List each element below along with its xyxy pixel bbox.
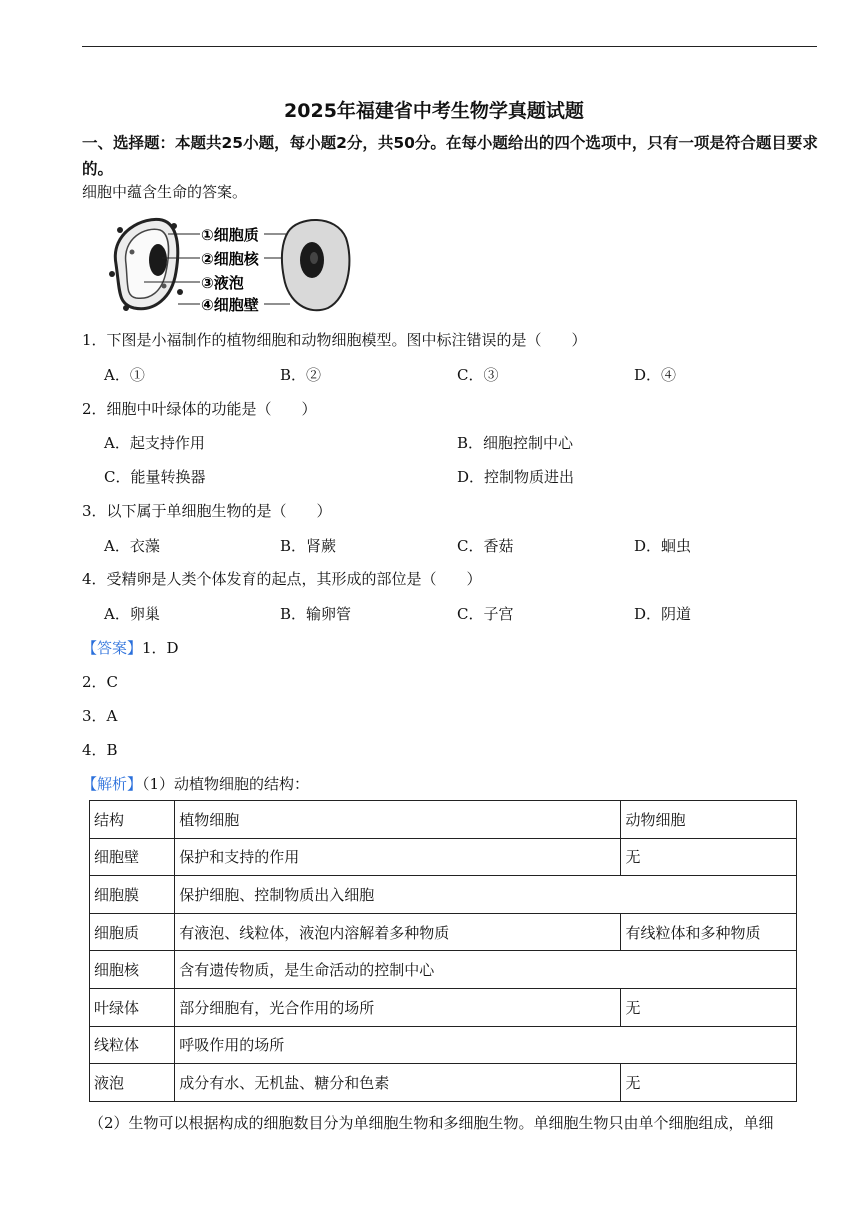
page-title: 2025年福建省中考生物学真题试题 <box>284 100 584 122</box>
shared-value: 呼吸作用的场所 <box>175 1026 797 1064</box>
animal-cell-icon <box>282 220 350 310</box>
q2-option-c: C．能量转换器 <box>104 468 206 486</box>
table-row <box>90 1064 797 1102</box>
q2-option-b: B．细胞控制中心 <box>457 434 574 452</box>
label-cell-wall: ④细胞壁 <box>201 296 259 314</box>
intro-text: 细胞中蕴含生命的答案。 <box>82 183 248 201</box>
structure-name: 细胞膜 <box>90 876 175 914</box>
q2-option-d: D．控制物质进出 <box>457 468 575 486</box>
animal-cell-value: 无 <box>621 1064 797 1102</box>
answer-line <box>82 637 179 658</box>
q2-option-a: A．起支持作用 <box>104 434 205 452</box>
q3-option-d: D．蛔虫 <box>634 537 692 555</box>
answer-2: 2．C <box>82 673 119 691</box>
cell-model-diagram <box>104 212 354 318</box>
answer-tag: 【答案】 <box>82 639 143 657</box>
table-row <box>90 913 797 951</box>
label-vacuole: ③液泡 <box>201 274 244 292</box>
q4-option-a: A．卵巢 <box>104 605 160 623</box>
header-cell: 动物细胞 <box>621 801 797 839</box>
table-row <box>90 1026 797 1064</box>
q1-option-b: B．② <box>280 366 322 384</box>
shared-value: 含有遗传物质，是生命活动的控制中心 <box>175 951 797 989</box>
shared-value: 保护细胞、控制物质出入细胞 <box>175 876 797 914</box>
paragraph-2: （2）生物可以根据构成的细胞数目分为单细胞生物和多细胞生物。单细胞生物只由单个细胞组成，单细 <box>89 1114 774 1132</box>
q1-option-d: D．④ <box>634 366 677 384</box>
table-row <box>90 876 797 914</box>
header-cell: 植物细胞 <box>175 801 621 839</box>
structure-name: 细胞壁 <box>90 838 175 876</box>
plant-cell-value: 有液泡、线粒体，液泡内溶解着多种物质 <box>175 913 621 951</box>
header-rule <box>82 46 817 47</box>
animal-cell-value: 无 <box>621 988 797 1026</box>
table-row <box>90 838 797 876</box>
plant-cell-value: 保护和支持的作用 <box>175 838 621 876</box>
animal-cell-value: 无 <box>621 838 797 876</box>
header-cell: 结构 <box>90 801 175 839</box>
q1-option-c: C．③ <box>457 366 499 384</box>
cell-structure-table <box>89 800 797 1102</box>
table-row <box>90 951 797 989</box>
question-4-stem: 4．受精卵是人类个体发育的起点，其形成的部位是（ ） <box>82 570 482 588</box>
table-row <box>90 988 797 1026</box>
plant-cell-value: 成分有水、无机盐、糖分和色素 <box>175 1064 621 1102</box>
answer-3: 3．A <box>82 707 118 725</box>
structure-name: 液泡 <box>90 1064 175 1102</box>
plant-cell-icon <box>109 219 183 311</box>
table-header-row <box>90 801 797 839</box>
label-nucleus: ②细胞核 <box>201 250 259 268</box>
structure-name: 线粒体 <box>90 1026 175 1064</box>
question-3-stem: 3．以下属于单细胞生物的是（ ） <box>82 502 332 520</box>
q4-option-b: B．输卵管 <box>280 605 352 623</box>
structure-name: 细胞质 <box>90 913 175 951</box>
q3-option-c: C．香菇 <box>457 537 514 555</box>
plant-cell-value: 部分细胞有，光合作用的场所 <box>175 988 621 1026</box>
analysis-line <box>82 773 309 794</box>
q4-option-c: C．子宫 <box>457 605 514 623</box>
answer-4: 4．B <box>82 741 118 759</box>
structure-name: 叶绿体 <box>90 988 175 1026</box>
q3-option-b: B．肾蕨 <box>280 537 337 555</box>
question-2-stem: 2．细胞中叶绿体的功能是（ ） <box>82 400 317 418</box>
q1-option-a: A．① <box>104 366 145 384</box>
answer-1: 1．D <box>142 639 179 657</box>
animal-cell-value: 有线粒体和多种物质 <box>621 913 797 951</box>
analysis-intro: （1）动植物细胞的结构： <box>142 775 310 793</box>
question-1-stem: 1．下图是小福制作的植物细胞和动物细胞模型。图中标注错误的是（ ） <box>82 331 587 349</box>
label-cytoplasm: ①细胞质 <box>201 226 259 244</box>
section-heading: 一、选择题：本题共25小题，每小题2分，共50分。在每小题给出的四个选项中，只有一项是符合题目要求的。 <box>82 134 818 178</box>
q4-option-d: D．阴道 <box>634 605 692 623</box>
q3-option-a: A．衣藻 <box>104 537 160 555</box>
analysis-tag: 【解析】 <box>82 775 143 793</box>
structure-name: 细胞核 <box>90 951 175 989</box>
